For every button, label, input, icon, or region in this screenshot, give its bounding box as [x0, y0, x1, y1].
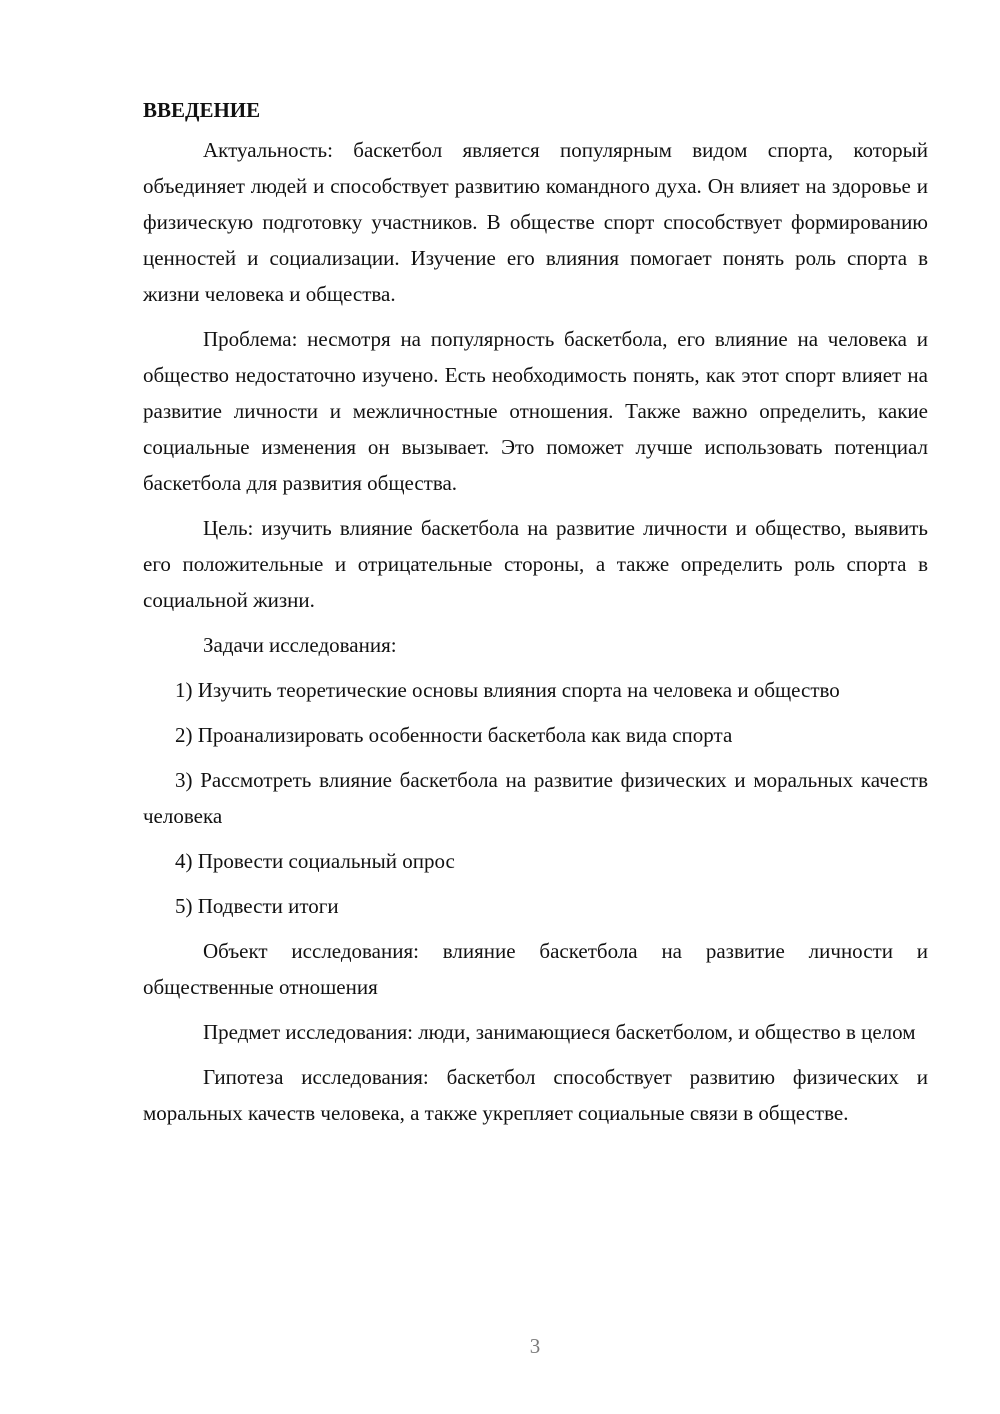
section-title: ВВЕДЕНИЕ: [143, 98, 261, 122]
task-item-1: 1) Изучить теоретические основы влияния спорта на человека и общество: [175, 678, 840, 702]
hypothesis-paragraph: Гипотеза исследования: баскетбол способствует развитию физических и моральных качеств человека, а также укрепляет социальные связи в обществе.: [143, 1065, 928, 1125]
relevance-paragraph: Актуальность: баскетбол является популярным видом спорта, который объединяет людей и способствует развитию командного духа. Он влияет на здоровье и физическую подготовку участников. В обществе спорт способствует формированию ценностей и социализации. Изучение его влияния помогает понять роль спорта в жизни человека и общества.: [143, 138, 928, 306]
task-item-5: 5) Подвести итоги: [175, 894, 339, 918]
problem-paragraph: Проблема: несмотря на популярность баскетбола, его влияние на человека и общество недостаточно изучено. Есть необходимость понять, как этот спорт влияет на развитие личности и межличностные отношения. Также важно определить, какие социальные изменения он вызывает. Это поможет лучше использовать потенциал баскетбола для развития общества.: [143, 327, 928, 495]
page-number: 3: [529, 1334, 541, 1358]
task-item-3: 3) Рассмотреть влияние баскетбола на развитие физических и моральных качеств человека: [143, 768, 928, 828]
subject-paragraph: Предмет исследования: люди, занимающиеся баскетболом, и общество в целом: [203, 1020, 916, 1044]
object-paragraph: Объект исследования: влияние баскетбола на развитие личности и общественные отношения: [143, 939, 928, 999]
task-item-2: 2) Проанализировать особенности баскетбола как вида спорта: [175, 723, 733, 747]
goal-paragraph: Цель: изучить влияние баскетбола на развитие личности и общество, выявить его положительные и отрицательные стороны, а также определить роль спорта в социальной жизни.: [143, 516, 928, 612]
page-content: [143, 92, 928, 1140]
task-item-4: 4) Провести социальный опрос: [175, 849, 455, 873]
tasks-heading: Задачи исследования:: [203, 633, 397, 657]
